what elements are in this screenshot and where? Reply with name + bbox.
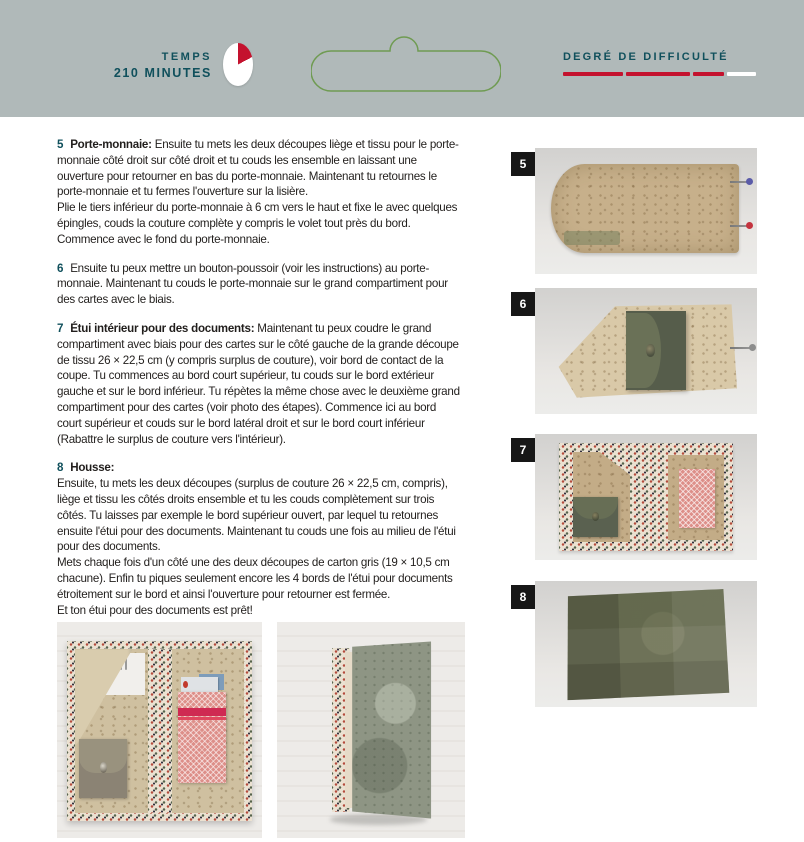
blue-pin bbox=[730, 181, 750, 183]
right-inner-panel bbox=[172, 649, 244, 812]
step-6-paragraph bbox=[57, 261, 463, 308]
time-value: 210 MINUTES bbox=[113, 66, 212, 80]
wallet-open bbox=[67, 641, 252, 820]
photo-6-image bbox=[535, 288, 757, 414]
label-tag-outline-icon bbox=[311, 36, 501, 92]
time-block bbox=[0, 51, 212, 80]
finished-open-wallet-photo bbox=[57, 622, 262, 838]
left-inner-panel bbox=[75, 649, 148, 812]
step-5-title: Porte-monnaie: bbox=[70, 138, 152, 151]
photo-badge-6: 6 bbox=[511, 292, 535, 316]
photo-8-image bbox=[535, 581, 757, 707]
coin-pouch bbox=[573, 497, 618, 537]
step-8-title: Housse: bbox=[70, 461, 115, 475]
difficulty-segment-filled bbox=[693, 72, 724, 76]
green-patch bbox=[564, 231, 621, 244]
finished-closed-wallet-photo bbox=[277, 622, 465, 838]
instructions-column bbox=[57, 137, 463, 618]
difficulty-label: DEGRÉ DE DIFFICULTÉ bbox=[563, 51, 729, 63]
step-5-paragraph-2: Plie le tiers inférieur du porte-monnaie à 6 cm vers le haut et fixe le avec quelques épingles, couds la couture complète y compris le volet tout près du bord. Commence avec le fond du porte-monnaie. bbox=[57, 201, 458, 246]
difficulty-segment-filled bbox=[626, 72, 690, 76]
clock-icon bbox=[223, 43, 253, 86]
difficulty-bar bbox=[563, 72, 763, 76]
difficulty-block bbox=[563, 51, 763, 76]
step-7-paragraph bbox=[57, 321, 463, 447]
gray-pin bbox=[730, 347, 752, 349]
wallet-interior bbox=[75, 649, 244, 812]
step-5-paragraph bbox=[57, 137, 463, 200]
step-7-title: Étui intérieur pour des documents: bbox=[70, 321, 255, 335]
green-cork-cover bbox=[565, 589, 730, 700]
step-7-number: 7 bbox=[57, 321, 64, 335]
pink-card-pocket bbox=[178, 692, 225, 783]
step-8-paragraph: Ensuite, tu mets les deux découpes (surplus de couture 26 × 22,5 cm, compris), liège et tissu les côtés droits ensemble et tu les couds complètement sur trois côtés. Tu laisses par exemple le bord supérieur ouvert, par lequel tu retournes ensuite l'étui pour des documents. Maintenant tu couds une fois au milieu de l'étui pour des documents. bbox=[57, 477, 456, 554]
red-pin bbox=[730, 225, 750, 227]
step-8-number: 8 bbox=[57, 461, 64, 475]
header-band bbox=[0, 0, 804, 117]
red-stripe bbox=[178, 708, 225, 715]
step-photo-6 bbox=[519, 288, 757, 414]
green-cork-cover bbox=[352, 641, 431, 818]
cork-strip bbox=[551, 164, 740, 252]
pink-stripe bbox=[178, 717, 225, 721]
step-8-paragraph-2: Mets chaque fois d'un côté une des deux découpes de carton gris (19 × 10,5 cm chacune). Enfin tu piques seulement encore les 4 bords de l'étui pour documents étroitement sur le bord et ainsi l'ouverture pour retourner est fermée. bbox=[57, 556, 453, 601]
difficulty-segment-empty bbox=[727, 72, 756, 76]
snap-button bbox=[646, 344, 654, 357]
time-label: TEMPS bbox=[161, 51, 212, 63]
photo-5-image bbox=[535, 148, 757, 274]
photo-badge-7: 7 bbox=[511, 438, 535, 462]
step-5-text: Ensuite tu mets les deux découpes liège et tissu pour le porte-monnaie côté droit sur côté droit et tu couds les ensemble en laissant une ouverture pour retourner en bas du porte-monnaie. Maintenant tu retournes le porte-monnaie et tu fermes l'ouverture sur la lisière. bbox=[57, 138, 459, 199]
step-photo-7 bbox=[519, 434, 757, 560]
pouch-flap bbox=[626, 313, 661, 388]
step-photo-5 bbox=[519, 148, 757, 274]
photo-badge-5: 5 bbox=[511, 152, 535, 176]
photo-7-image bbox=[535, 434, 757, 560]
snap-button bbox=[592, 512, 599, 521]
difficulty-segment-filled bbox=[563, 72, 623, 76]
snap-button bbox=[100, 762, 107, 774]
step-6-text: Ensuite tu peux mettre un bouton-poussoir (voir les instructions) au porte-monnaie. Maintenant tu couds le porte-monnaie sur le grand compartiment pour des cartes avec le biais. bbox=[57, 261, 448, 307]
coin-pouch bbox=[79, 739, 127, 798]
pink-card-pocket bbox=[679, 469, 715, 528]
step-photo-8 bbox=[519, 581, 757, 707]
step-7-text: Maintenant tu peux coudre le grand compartiment avec biais pour des cartes sur le côté gauche de la grande découpe de tissu 26 × 22,5 cm (y compris surplus de couture), voir bord de contact de la coupe. Tu commences au bord court supérieur, tu couds sur le bord extérieur gauche et sur le bord inférieur. Tu répètes la même chose avec le deuxième grand compartiment pour des cartes (voir photo des étapes). Commence ici au bord court supérieur et couds sur le bord latéral droit et sur le bord court inférieur (Rabattre le surplus de couture vers l'intérieur). bbox=[57, 321, 460, 446]
fabric-spine bbox=[148, 649, 172, 812]
bank-card bbox=[181, 677, 218, 692]
closing-line: Et ton étui pour des documents est prêt! bbox=[57, 603, 253, 617]
coin-pouch bbox=[626, 311, 686, 390]
photo-badge-8: 8 bbox=[511, 585, 535, 609]
step-5-number: 5 bbox=[57, 138, 64, 151]
step-6-number: 6 bbox=[57, 261, 64, 275]
step-8-heading bbox=[57, 460, 463, 476]
